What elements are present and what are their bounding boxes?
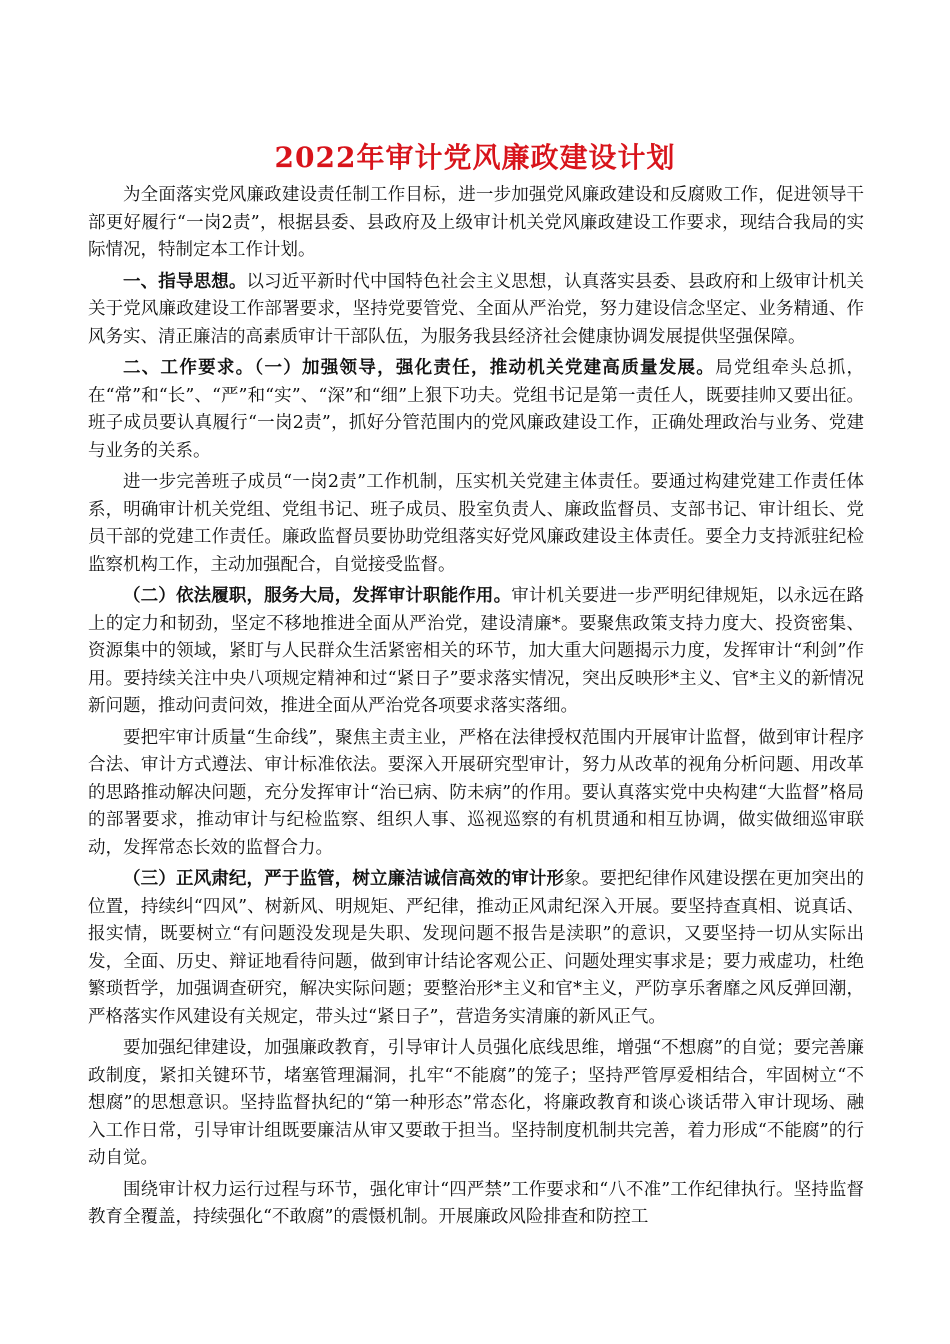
- paragraph-responsibility: [88, 469, 864, 579]
- paragraph-heading: （二）依法履职，服务大局，发挥审计职能作用。: [123, 586, 512, 606]
- paragraph-text: 为全面落实党风廉政建设责任制工作目标，进一步加强党风廉政建设和反腐败工作，促进领导干部更好履行“一岗2责”，根据县委、县政府及上级审计机关党风廉政建设工作要求，现结合我局的实际情况，特制定本工作计划。: [88, 185, 864, 260]
- paragraph-text: 要加强纪律建设，加强廉政教育，引导审计人员强化底线思维，增强“不想腐”的自觉；要完善廉政制度，紧扣关键环节，堵塞管理漏洞，扎牢“不能腐”的笼子；坚持严管厚爱相结合，牢固树立“不想腐”的思想意识。坚持监督执纪的“第一种形态”常态化，将廉政教育和谈心谈话带入审计现场、融入工作日常，引导审计组既要廉洁从审又要敢于担当。坚持制度机制共完善，着力形成“不能腐”的行动自觉。: [88, 1038, 864, 1168]
- paragraph-audit-quality: [88, 725, 864, 863]
- paragraph-text: 局党组牵头总抓，在“常”和“长”、“严”和“实”、“深”和“细”上狠下功夫。党组书记是第一责任人，既要挂帅又要出征。班子成员要认真履行“一岗2责”，抓好分管范围内的党风廉政建设工作，正确处理政治与业务、党建与业务的关系。: [88, 358, 865, 461]
- paragraph-text: 以习近平新时代中国特色社会主义思想，认真落实县委、县政府和上级审计机关关于党风廉政建设工作部署要求，坚持党要管党、全面从严治党，努力建设信念坚定、业务精通、作风务实、清正廉洁的高素质审计干部队伍，为服务我县经济社会健康协调发展提供坚强保障。: [88, 271, 865, 347]
- paragraph-text: 围绕审计权力运行过程与环节，强化审计“四严禁”工作要求和“八不准”工作纪律执行。坚持监督教育全覆盖，持续强化“不敢腐”的震慑机制。开展廉政风险排查和防控工: [88, 1179, 864, 1227]
- paragraph-discipline: [88, 866, 864, 1031]
- paragraph-text: 审计机关要进一步严明纪律规矩，以永远在路上的定力和韧劲，坚定不移地推进全面从严治党，建设清廉*。要聚焦政策支持力度大、投资密集、资源集中的领域，紧盯与人民群众生活紧密相关的环节，加大重大问题揭示力度，发挥审计“利剑”作用。要持续关注中央八项规定精神和过“紧日子”要求落实情况，突出反映形*主义、官*主义的新情况新问题，推动问责问效，推进全面从严治党各项要求落实落细。: [88, 586, 864, 716]
- paragraph-heading: 二、工作要求。（一）加强领导，强化责任，推动机关党建高质量发展。: [123, 358, 716, 378]
- paragraph-integrity-education: [88, 1035, 864, 1173]
- paragraph-text: 进一步完善班子成员“一岗2责”工作机制，压实机关党建主体责任。要通过构建党建工作责任体系，明确审计机关党组、党组书记、班子成员、股室负责人、廉政监督员、支部书记、审计组长、党员干部的党建工作责任。廉政监督员要协助党组落实好党风廉政建设主体责任。要全力支持派驻纪检监察机构工作，主动加强配合，自觉接受监督。: [88, 472, 864, 575]
- paragraph-intro: [88, 182, 864, 265]
- paragraph-heading: 一、指导思想。: [123, 271, 247, 292]
- document-body: [88, 182, 864, 1232]
- paragraph-guiding-thought: [88, 269, 864, 352]
- paragraph-heading: （三）正风肃纪，严于监管，树立廉洁诚信高效的审计形: [123, 869, 565, 889]
- paragraph-text: 要把牢审计质量“生命线”，聚焦主责主业，严格在法律授权范围内开展审计监督，做到审计程序合法、审计方式遵法、审计标准依法。要深入开展研究型审计，努力从改革的视角分析问题、用改革的思路推动解决问题，充分发挥审计“治已病、防未病”的作用。要认真落实党中央构建“大监督”格局的部署要求，推动审计与纪检监察、组织人事、巡视巡察的有机贯通和相互协调，做实做细巡审联动，发挥常态长效的监督合力。: [88, 727, 864, 858]
- document-title: 2022年审计党风廉政建设计划: [274, 141, 676, 174]
- paragraph-work-requirements: [88, 355, 864, 465]
- paragraph-power-oversight: [88, 1177, 864, 1232]
- paragraph-lawful-duty: [88, 583, 864, 721]
- paragraph-text: 象。要把纪律作风建设摆在更加突出的位置，持续纠“四风”、树新风、明规矩、严纪律，推动正风肃纪深入开展。要坚持查真相、说真话、报实情，既要树立“有问题没发现是失职、发现问题不报告是渎职”的意识，又要坚持一切从实际出发，全面、历史、辩证地看待问题，做到审计结论客观公正、问题处理实事求是；要力戒虚功，杜绝繁琐哲学，加强调查研究，解决实际问题；要整治形*主义和官*主义，严防享乐奢靡之风反弹回潮，严格落实作风建设有关规定，带头过“紧日子”，营造务实清廉的新风正气。: [88, 869, 865, 1027]
